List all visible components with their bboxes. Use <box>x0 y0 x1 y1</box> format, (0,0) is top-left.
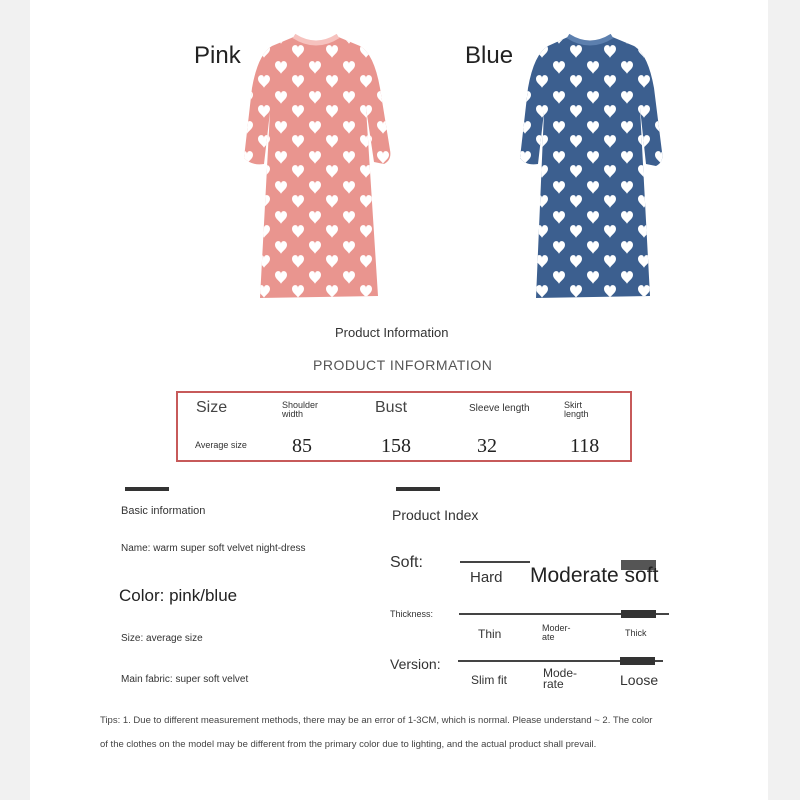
pink-variant-label: Pink <box>194 42 241 69</box>
soft-moderate-soft-label: Moderate soft <box>530 564 659 587</box>
tips-line-1: Tips: 1. Due to different measurement methods, there may be an error of 1-3CM, which is normal. Please understand ~ 2. The color <box>100 715 653 726</box>
average-size-label: Average size <box>195 440 247 450</box>
version-scale-marker <box>620 657 655 665</box>
thickness-thin-label: Thin <box>478 627 502 641</box>
product-information-title: Product Information <box>335 325 449 340</box>
soft-hard-label: Hard <box>470 569 503 586</box>
version-label: Version: <box>390 656 441 672</box>
product-color: Color: pink/blue <box>119 586 238 605</box>
bust-value: 158 <box>381 435 411 457</box>
blue-dress-image <box>516 28 666 303</box>
product-size: Size: average size <box>121 633 203 644</box>
version-slim-label: Slim fit <box>471 673 507 687</box>
soft-scale-line <box>460 561 530 563</box>
product-index-bar <box>396 487 440 491</box>
product-index-heading: Product Index <box>392 507 479 523</box>
skirt-length-header: Skirt length <box>564 400 589 419</box>
size-header: Size <box>196 399 228 416</box>
soft-label: Soft: <box>390 554 423 571</box>
pink-dress-image <box>238 28 394 303</box>
sleeve-length-header: Sleeve length <box>469 403 530 414</box>
thickness-scale-marker <box>621 610 656 618</box>
tips-line-2: of the clothes on the model may be different from the primary color due to lighting, and the actual product shall prevail. <box>100 739 597 750</box>
product-name: Name: warm super soft velvet night-dress <box>121 543 306 554</box>
basic-info-heading: Basic information <box>121 505 206 517</box>
shoulder-width-header: Shoulder width <box>282 400 319 419</box>
version-loose-label: Loose <box>620 672 659 688</box>
sleeve-value: 32 <box>477 435 497 457</box>
version-moderate-label: Mode-rate <box>543 666 578 691</box>
product-information-caps-title: PRODUCT INFORMATION <box>313 357 493 373</box>
basic-info-bar <box>125 487 169 491</box>
shoulder-value: 85 <box>292 435 312 457</box>
thickness-thick-label: Thick <box>625 628 647 638</box>
product-fabric: Main fabric: super soft velvet <box>121 674 249 685</box>
thickness-moderate-label: Moder-ate <box>542 623 571 642</box>
blue-variant-label: Blue <box>465 42 514 69</box>
skirt-value: 118 <box>570 435 600 457</box>
bust-header: Bust <box>375 399 408 416</box>
thickness-label: Thickness: <box>390 609 434 619</box>
